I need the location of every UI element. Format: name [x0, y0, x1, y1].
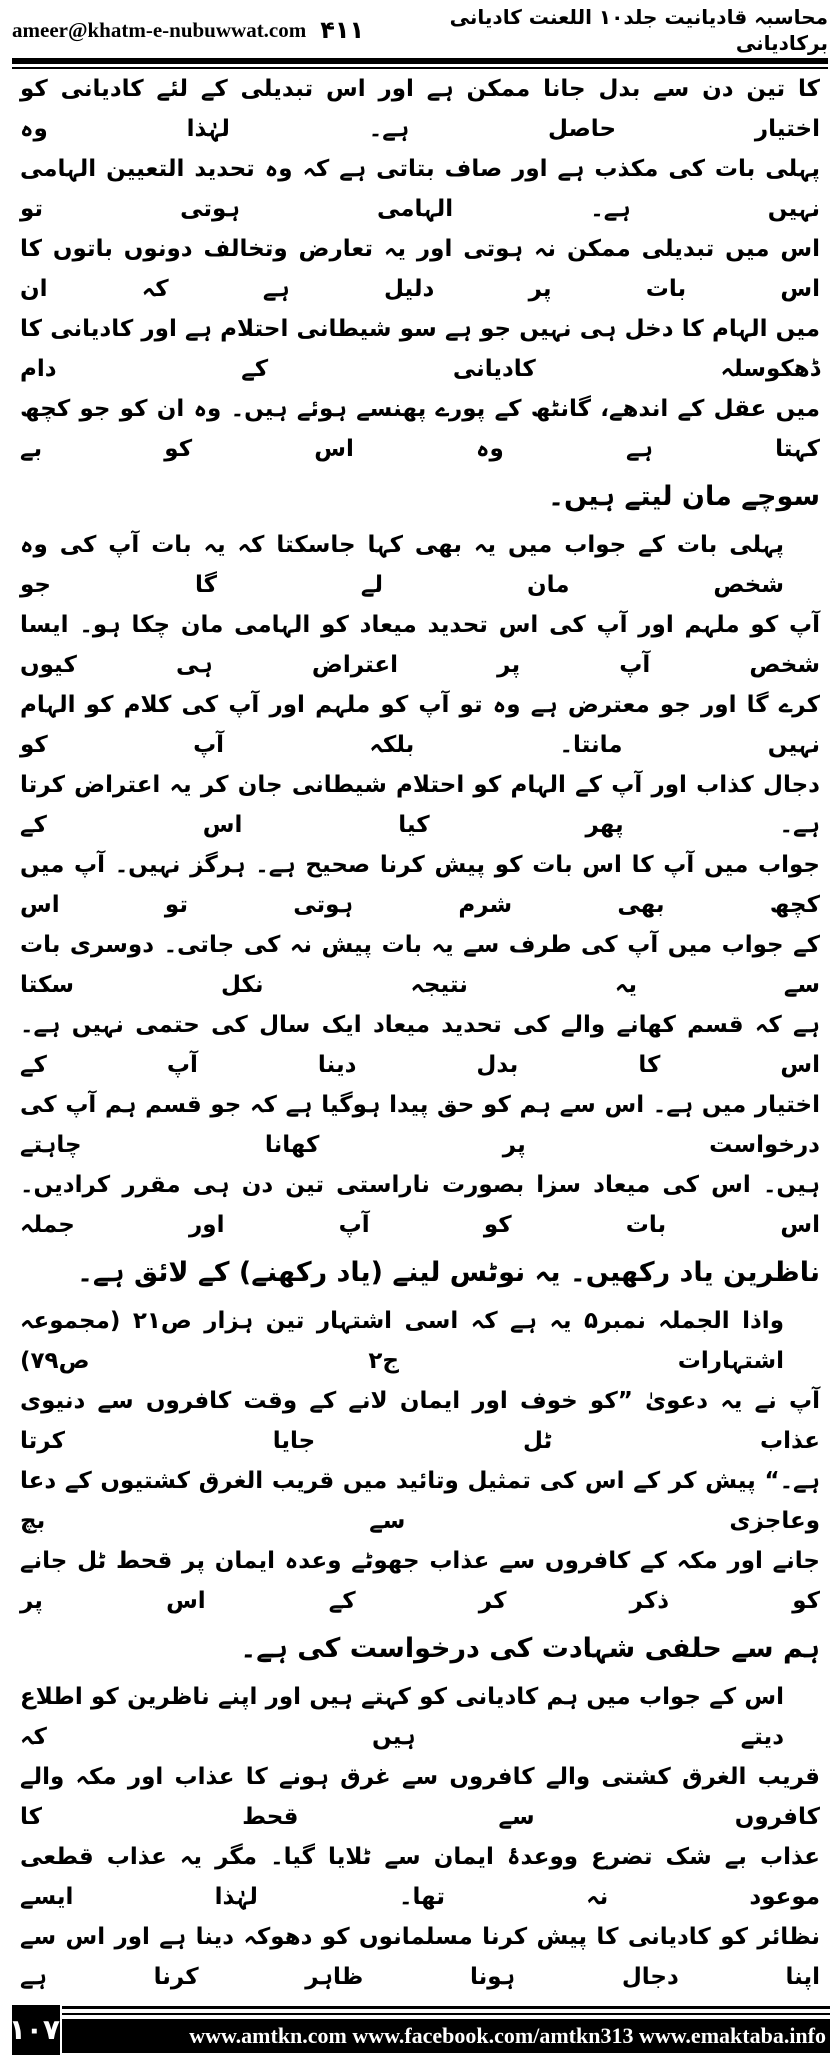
- text-line: میں عقل کے اندھے، گانٹھ کے پورے پھنسے ہوئے ہیں۔ وہ ان کو جو کچھ کہتا ہے وہ اس کو بے: [20, 396, 820, 462]
- text-line: کرے گا اور جو معترض ہے وہ تو آپ کو ملہم اور آپ کی کلام کو الہام نہیں مانتا۔ بلکہ آپ کو: [20, 692, 820, 758]
- page-body: [20, 69, 820, 1997]
- text-line: دجال کذاب اور آپ کے الہام کو احتلام شیطانی جان کر یہ اعتراض کرتا ہے۔ پھر کیا اس کے: [20, 772, 820, 838]
- text-line: میں الہام کا دخل ہی نہیں جو ہے سو شیطانی احتلام ہے اور کادیانی کا ڈھکوسلہ کادیانی کے دام: [20, 316, 820, 382]
- footer-links: www.amtkn.com www.facebook.com/amtkn313 www.emaktaba.info: [62, 2019, 830, 2053]
- footer-rule: [62, 2006, 830, 2009]
- text-line: جانے اور مکہ کے کافروں سے عذاب جھوٹے وعدہ ایمان پر قحط ٹل جانے کو ذکر کر کے اس پر: [20, 1548, 820, 1614]
- header-page-number: ۴۱۱: [320, 16, 365, 44]
- text-line: ہے کہ قسم کھانے والے کی تحدید میعاد ایک سال کی حتمی نہیں ہے۔ اس کا بدل دینا آپ کے: [20, 1012, 820, 1078]
- text-line: اس میں تبدیلی ممکن نہ ہوتی اور یہ تعارض وتخالف دونوں باتوں کا اس بات پر دلیل ہے کہ ان: [20, 236, 820, 302]
- header-book-title: محاسبہ قادیانیت جلد۱۰ اللعنت کادیانی برکادیانی: [449, 5, 828, 55]
- text-line: کے جواب میں آپ کی طرف سے یہ بات پیش نہ کی جاتی۔ دوسری بات سے یہ نتیجہ نکل سکتا: [20, 932, 820, 998]
- text-line: ناظرین یاد رکھیں۔ یہ نوٹس لینے (یاد رکھنے) کے لائق ہے۔: [77, 1257, 820, 1288]
- text-line: جواب میں آپ کا اس بات کو پیش کرنا صحیح ہے۔ ہرگز نہیں۔ آپ میں کچھ بھی شرم ہوتی تو اس: [20, 852, 820, 918]
- text-line: ہم سے حلفی شہادت کی درخواست کی ہے۔: [240, 1633, 820, 1664]
- text-line: آپ نے یہ دعویٰ ”کو خوف اور ایمان لانے کے وقت کافروں سے دنیوی عذاب ٹل جایا کرتا: [20, 1388, 820, 1454]
- footer-rule: [62, 2013, 830, 2015]
- text-line: ہیں۔ اس کی میعاد سزا بصورت ناراستی تین دن ہی مقرر کرادیں۔ اس بات کو آپ اور جملہ: [20, 1172, 820, 1238]
- header-rule-thick: [12, 58, 828, 64]
- text-line: سوچے مان لیتے ہیں۔: [548, 481, 820, 512]
- text-line: نظائر کو کادیانی کا پیش کرنا مسلمانوں کو دھوکہ دینا ہے اور اس سے اپنا دجال ہونا ظاہر کرنا ہے: [20, 1924, 820, 1990]
- paragraph-start-line: پہلی بات کے جواب میں یہ بھی کہا جاسکتا کہ یہ بات آپ کی وہ شخص مان لے گا جو: [20, 532, 784, 598]
- text-line: قریب الغرق کشتی والے کافروں سے غرق ہونے کا عذاب اور مکہ والے کافروں سے قحط کا: [20, 1764, 820, 1830]
- page-header: [12, 4, 828, 56]
- page-footer: [0, 2005, 840, 2057]
- text-line: پہلی بات کی مکذب ہے اور صاف بتاتی ہے کہ وہ تحدید التعیین الہامی نہیں ہے۔ الہامی ہوتی تو: [20, 156, 820, 222]
- text-line: آپ کو ملہم اور آپ کی اس تحدید میعاد کو الہامی مان چکا ہو۔ ایسا شخص آپ پر اعتراض ہی کیوں: [20, 612, 820, 678]
- footer-page-number: ۱۰۷: [12, 2005, 60, 2055]
- paragraph-start-line: اس کے جواب میں ہم کادیانی کو کہتے ہیں اور اپنے ناظرین کو اطلاع دیتے ہیں کہ: [20, 1684, 784, 1750]
- paragraph-start-line: واذا الجملہ نمبر۵ یہ ہے کہ اسی اشتہار تین ہزار ص۲۱ (مجموعہ اشتہارات ج۲ ص۷۹): [20, 1308, 785, 1374]
- text-line: عذاب بے شک تضرع ووعدۂ ایمان سے ٹلایا گیا۔ مگر یہ عذاب قطعی موعود نہ تھا۔ لہٰذا ایسے: [20, 1844, 820, 1910]
- text-line: اختیار میں ہے۔ اس سے ہم کو حق پیدا ہوگیا ہے کہ جو قسم ہم آپ کی درخواست پر کھانا چاہتے: [20, 1092, 820, 1158]
- text-line: ہے۔“ پیش کر کے اس کی تمثیل وتائید میں قریب الغرق کشتیوں کے دعا وعاجزی سے بچ: [20, 1468, 820, 1534]
- text-line: کا تین دن سے بدل جانا ممکن ہے اور اس تبدیلی کے لئے کادیانی کو اختیار حاصل ہے۔ لہٰذا وہ: [20, 76, 820, 142]
- header-email: ameer@khatm-e-nubuwwat.com: [12, 17, 307, 42]
